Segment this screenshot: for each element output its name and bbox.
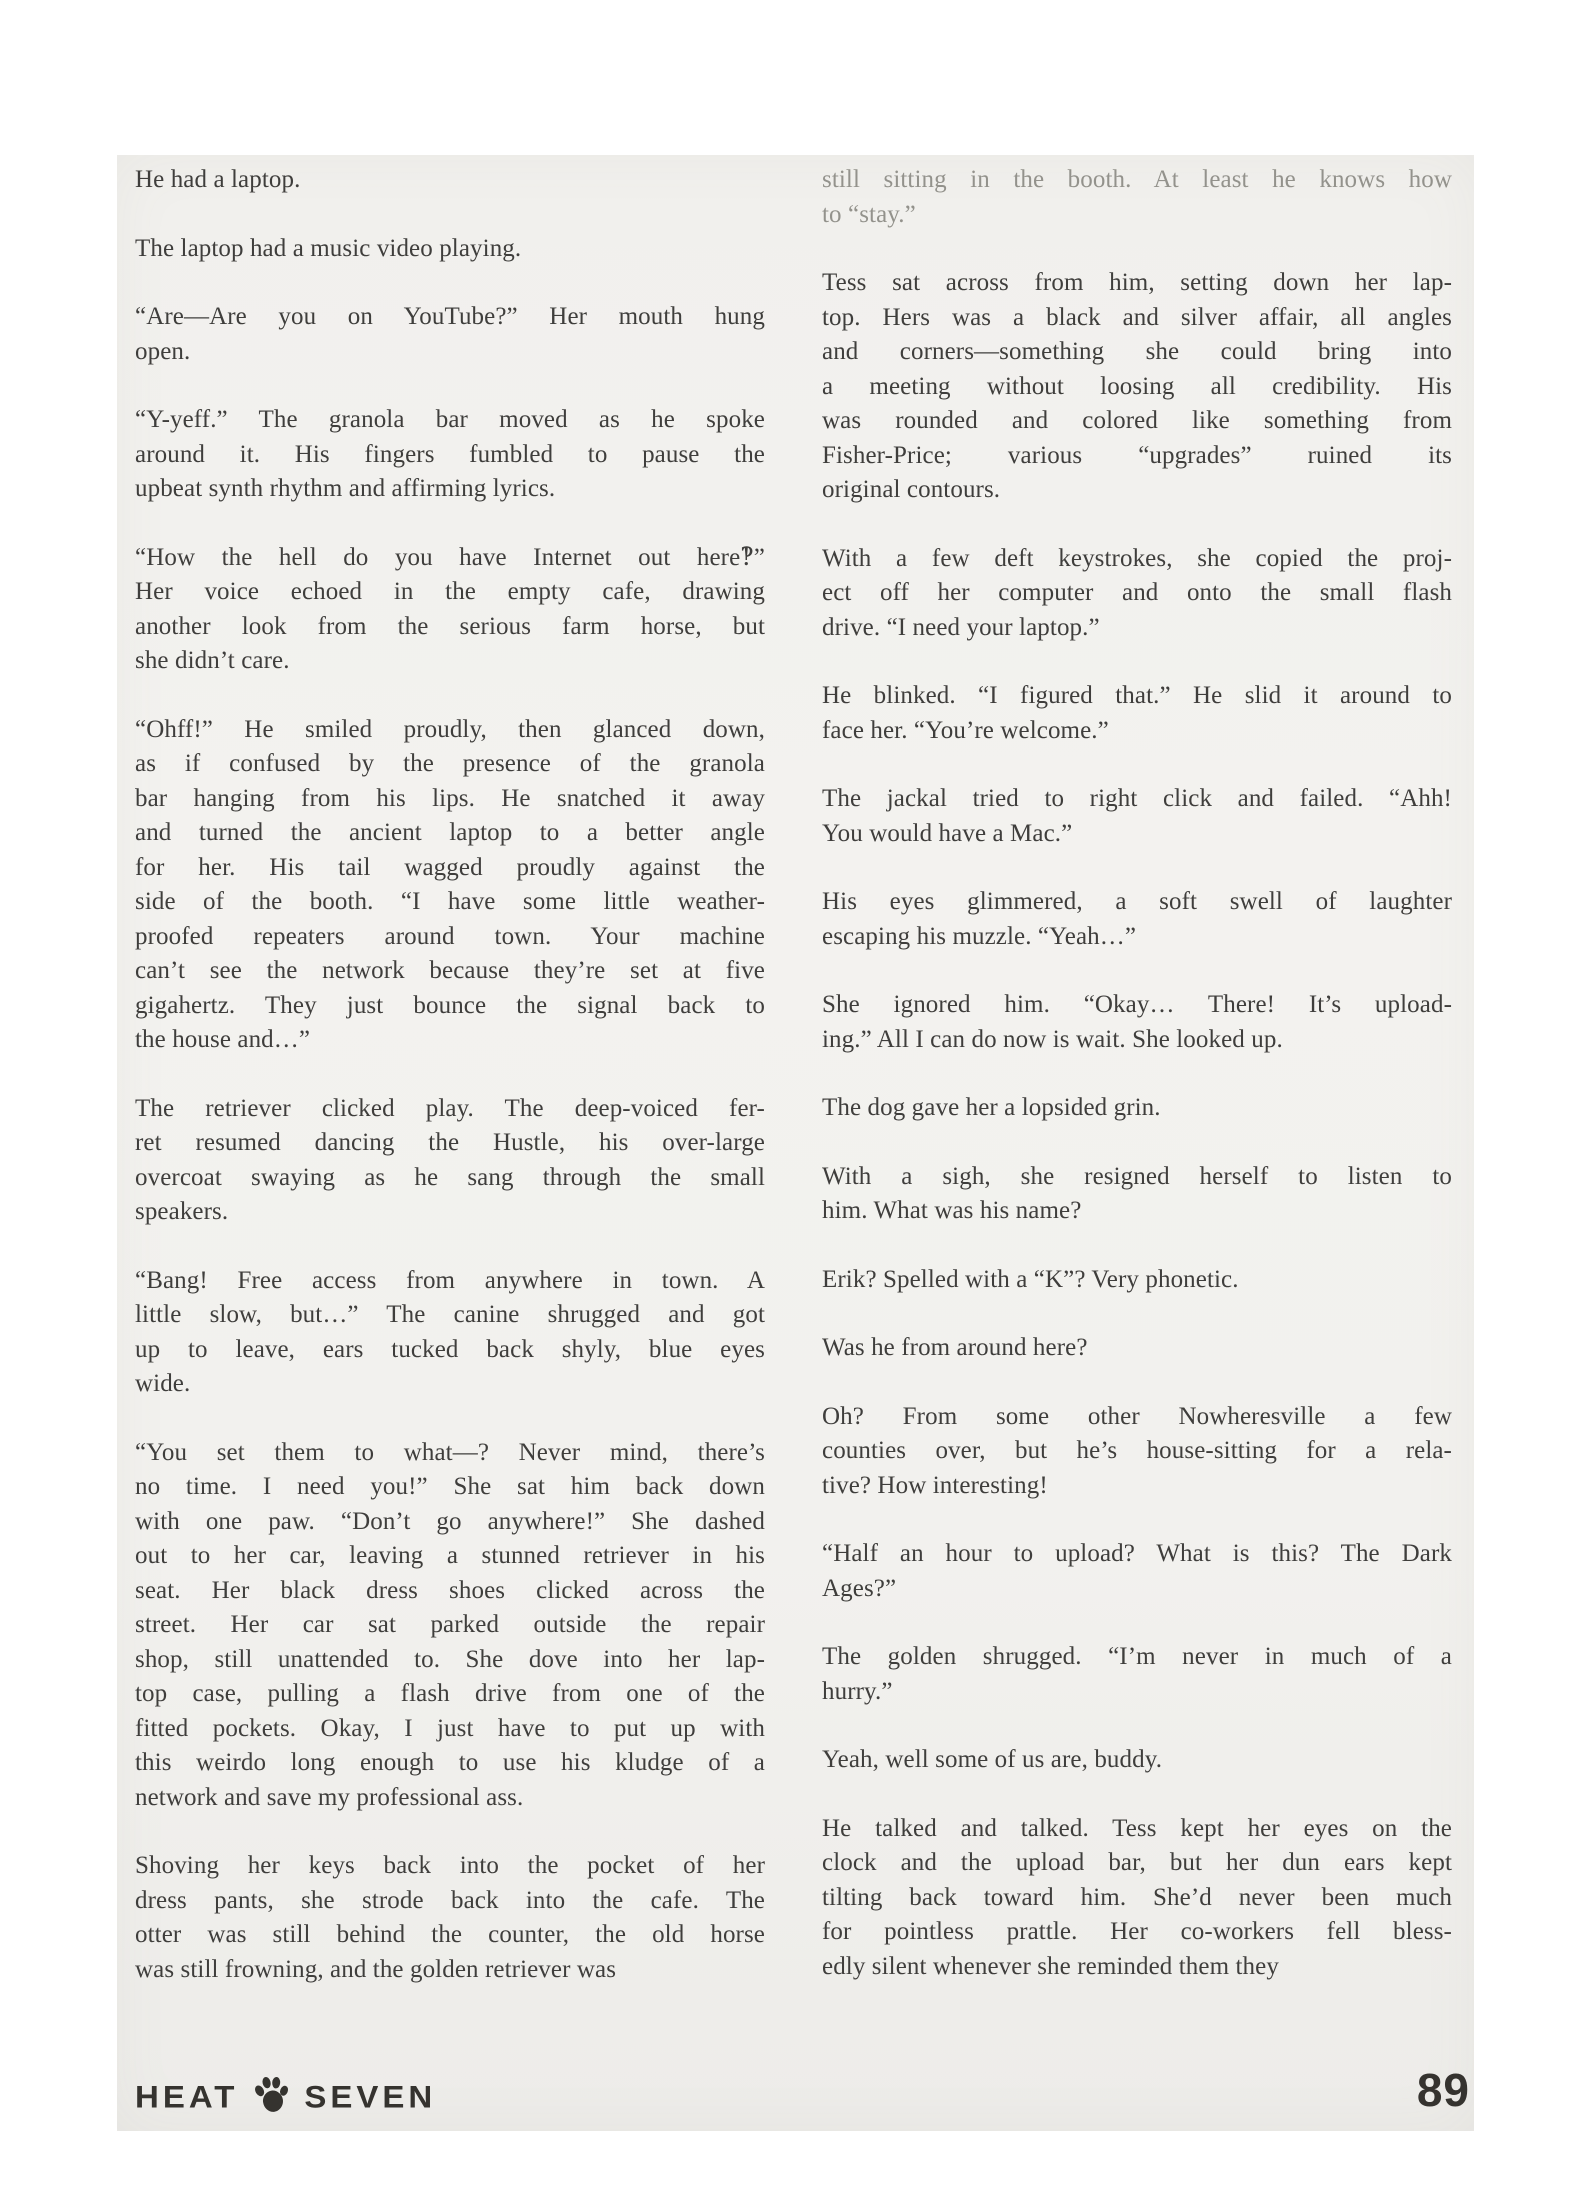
- text-line: top case, pulling a flash drive from one of the: [135, 1680, 765, 1707]
- text-line: The jackal tried to right click and failed. “Ahh!: [822, 785, 1452, 812]
- paragraph: [822, 542, 1452, 646]
- text-line: was still frowning, and the golden retriever was: [135, 1955, 617, 1983]
- text-line: “How the hell do you have Internet out here‽”: [135, 543, 765, 571]
- text-line: upbeat synth rhythm and affirming lyrics.: [135, 475, 556, 502]
- paragraph: [822, 988, 1452, 1057]
- paragraph: [822, 1331, 1452, 1366]
- paragraph: [135, 232, 765, 267]
- text-line: escaping his muzzle. “Yeah…”: [822, 922, 1137, 950]
- text-line: overcoat swaying as he sang through the small: [135, 1163, 765, 1191]
- text-line: as if confused by the presence of the granola: [135, 750, 765, 777]
- text-column-left: [135, 163, 765, 2021]
- text-line: With a sigh, she resigned herself to listen to: [822, 1162, 1452, 1190]
- text-line: with one paw. “Don’t go anywhere!” She dashed: [135, 1507, 765, 1535]
- paragraph: [822, 1400, 1452, 1504]
- paragraph: [822, 1812, 1452, 1985]
- text-line: ret resumed dancing the Hustle, his over-large: [135, 1129, 765, 1156]
- text-line: ect off her computer and onto the small flash: [822, 579, 1452, 606]
- text-line: fitted pockets. Okay, I just have to put up with: [135, 1714, 765, 1742]
- text-line: You would have a Mac.”: [822, 819, 1073, 847]
- text-line: was rounded and colored like something from: [822, 407, 1452, 434]
- text-line: Ages?”: [822, 1574, 897, 1602]
- text-line: The retriever clicked play. The deep-voiced fer-: [135, 1094, 765, 1122]
- footer-brand: [135, 2077, 436, 2117]
- paragraph: [135, 713, 765, 1058]
- text-line: around it. His fingers fumbled to pause the: [135, 440, 765, 468]
- footer-brand-heat: HEAT: [135, 2078, 239, 2115]
- book-page: [117, 155, 1474, 2131]
- text-line: dress pants, she strode back into the cafe. The: [135, 1886, 765, 1914]
- paragraph: [822, 163, 1452, 232]
- text-line: “Bang! Free access from anywhere in town. A: [135, 1266, 765, 1294]
- paragraph: [135, 1092, 765, 1230]
- text-line: street. Her car sat parked outside the repair: [135, 1611, 765, 1638]
- text-line: Tess sat across from him, setting down her lap-: [822, 269, 1452, 296]
- text-line: original contours.: [822, 476, 1001, 503]
- text-line: hurry.”: [822, 1677, 893, 1705]
- paragraph: [822, 1160, 1452, 1229]
- text-line: to “stay.”: [822, 200, 916, 228]
- paragraph: [822, 1091, 1452, 1126]
- text-line: “You set them to what—? Never mind, there’s: [135, 1438, 765, 1466]
- text-line: this weirdo long enough to use his kludge of a: [135, 1749, 765, 1776]
- text-line: She ignored him. “Okay… There! It’s upload-: [822, 991, 1452, 1018]
- text-line: network and save my professional ass.: [135, 1783, 524, 1811]
- text-line: “Are—Are you on YouTube?” Her mouth hung: [135, 303, 765, 330]
- text-line: side of the booth. “I have some little weather-: [135, 888, 765, 915]
- text-line: and turned the ancient laptop to a better angle: [135, 819, 765, 846]
- text-column-right: [822, 163, 1452, 2021]
- text-line: Erik? Spelled with a “K”? Very phonetic.: [822, 1265, 1239, 1293]
- text-line: out to her car, leaving a stunned retriever in his: [135, 1542, 765, 1569]
- paragraph: [822, 1537, 1452, 1606]
- text-line: seat. Her black dress shoes clicked across the: [135, 1576, 765, 1604]
- paragraph: [822, 1640, 1452, 1709]
- text-line: Shoving her keys back into the pocket of her: [135, 1852, 765, 1879]
- text-line: edly silent whenever she reminded them they: [822, 1952, 1279, 1980]
- paragraph: [822, 679, 1452, 748]
- text-line: face her. “You’re welcome.”: [822, 716, 1109, 744]
- text-line: tive? How interesting!: [822, 1471, 1048, 1499]
- text-line: another look from the serious farm horse, but: [135, 612, 765, 640]
- text-line: the house and…”: [135, 1026, 311, 1053]
- text-line: open.: [135, 337, 191, 365]
- paragraph: [135, 1264, 765, 1402]
- text-line: shop, still unattended to. She dove into her lap-: [135, 1645, 765, 1673]
- paw-print-icon: [250, 2073, 293, 2118]
- footer-brand-seven: SEVEN: [304, 2078, 437, 2115]
- text-line: The dog gave her a lopsided grin.: [822, 1094, 1161, 1121]
- text-line: Her voice echoed in the empty cafe, drawing: [135, 578, 765, 605]
- text-line: Oh? From some other Nowheresville a few: [822, 1402, 1452, 1430]
- paragraph: [135, 300, 765, 369]
- text-line: With a few deft keystrokes, she copied the proj-: [822, 544, 1452, 572]
- paragraph: [135, 403, 765, 507]
- text-line: a meeting without loosing all credibility. His: [822, 372, 1452, 400]
- text-line: up to leave, ears tucked back shyly, blue eyes: [135, 1335, 765, 1363]
- text-line: otter was still behind the counter, the old horse: [135, 1921, 765, 1948]
- paragraph: [135, 1849, 765, 1987]
- paragraph: [822, 1743, 1452, 1778]
- text-line: “Y-yeff.” The granola bar moved as he spoke: [135, 406, 765, 433]
- text-line: still sitting in the booth. At least he knows how: [822, 166, 1452, 193]
- text-line: He blinked. “I figured that.” He slid it around to: [822, 682, 1452, 709]
- paragraph: [822, 885, 1452, 954]
- text-line: and corners—something she could bring into: [822, 338, 1452, 365]
- text-line: Was he from around here?: [822, 1334, 1088, 1361]
- text-line: The laptop had a music video playing.: [135, 234, 522, 262]
- text-line: speakers.: [135, 1198, 229, 1225]
- text-line: clock and the upload bar, but her dun ears kept: [822, 1849, 1452, 1876]
- text-line: for her. His tail wagged proudly against the: [135, 853, 765, 881]
- text-line: “Half an hour to upload? What is this? The Dark: [822, 1540, 1452, 1567]
- text-line: His eyes glimmered, a soft swell of laughter: [822, 888, 1452, 915]
- text-line: “Ohff!” He smiled proudly, then glanced down,: [135, 715, 765, 743]
- text-line: proofed repeaters around town. Your machine: [135, 922, 765, 950]
- text-columns: [117, 155, 1474, 2021]
- text-line: him. What was his name?: [822, 1197, 1082, 1224]
- paragraph: [135, 541, 765, 679]
- paragraph: [822, 266, 1452, 508]
- text-line: drive. “I need your laptop.”: [822, 613, 1100, 641]
- text-line: He talked and talked. Tess kept her eyes on the: [822, 1814, 1452, 1842]
- text-line: she didn’t care.: [135, 647, 290, 674]
- text-line: Fisher-Price; various “upgrades” ruined its: [822, 441, 1452, 469]
- text-line: counties over, but he’s house-sitting for a rela-: [822, 1437, 1452, 1464]
- text-line: no time. I need you!” She sat him back down: [135, 1473, 765, 1500]
- text-line: tilting back toward him. She’d never been much: [822, 1883, 1452, 1911]
- text-line: can’t see the network because they’re set at five: [135, 957, 765, 984]
- text-line: ing.” All I can do now is wait. She looked up.: [822, 1025, 1283, 1053]
- paragraph: [822, 1263, 1452, 1298]
- text-line: Yeah, well some of us are, buddy.: [822, 1746, 1163, 1773]
- page-number: 89: [1416, 2064, 1470, 2116]
- paragraph: [822, 782, 1452, 851]
- paragraph: [135, 1436, 765, 1816]
- text-line: gigahertz. They just bounce the signal back to: [135, 991, 765, 1019]
- paragraph: [135, 163, 765, 198]
- text-line: for pointless prattle. Her co-workers fell bless-: [822, 1918, 1452, 1945]
- text-line: little slow, but…” The canine shrugged and got: [135, 1301, 765, 1328]
- text-line: The golden shrugged. “I’m never in much of a: [822, 1643, 1452, 1670]
- text-line: top. Hers was a black and silver affair, all angles: [822, 303, 1452, 331]
- text-line: He had a laptop.: [135, 166, 301, 193]
- text-line: wide.: [135, 1370, 191, 1397]
- text-line: bar hanging from his lips. He snatched it away: [135, 784, 765, 812]
